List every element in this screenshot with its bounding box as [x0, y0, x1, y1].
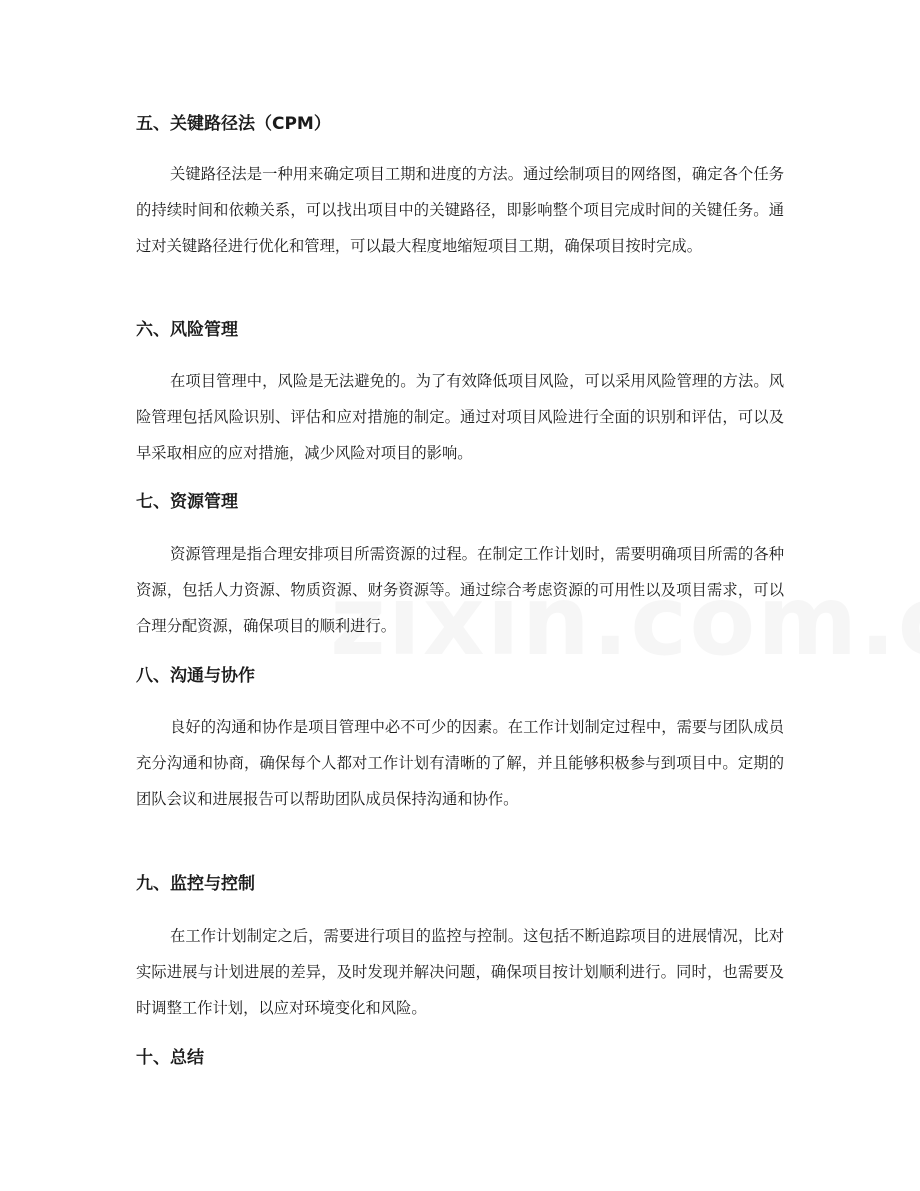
section-heading-risk-management: 六、风险管理	[136, 320, 238, 340]
section-body-communication: 良好的沟通和协作是项目管理中必不可少的因素。在工作计划制定过程中，需要与团队成员充分沟通和协商，确保每个人都对工作计划有清晰的了解，并且能够积极参与到项目中。定期的团队会议和进展报告可以帮助团队成员保持沟通和协作。	[136, 718, 784, 808]
section-heading-resource-management: 七、资源管理	[136, 492, 238, 512]
section-body-resource-management: 资源管理是指合理安排项目所需资源的过程。在制定工作计划时，需要明确项目所需的各种资源，包括人力资源、物质资源、财务资源等。通过综合考虑资源的可用性以及项目需求，可以合理分配资源，确保项目的顺利进行。	[136, 545, 784, 635]
section-heading-summary: 十、总结	[136, 1048, 204, 1068]
section-heading-monitoring: 九、监控与控制	[136, 874, 255, 894]
section-body-monitoring: 在工作计划制定之后，需要进行项目的监控与控制。这包括不断追踪项目的进展情况，比对实际进展与计划进展的差异，及时发现并解决问题，确保项目按计划顺利进行。同时，也需要及时调整工作计划，以应对环境变化和风险。	[136, 927, 784, 1017]
section-heading-communication: 八、沟通与协作	[136, 666, 255, 686]
section-body-cpm: 关键路径法是一种用来确定项目工期和进度的方法。通过绘制项目的网络图，确定各个任务的持续时间和依赖关系，可以找出项目中的关键路径，即影响整个项目完成时间的关键任务。通过对关键路径进行优化和管理，可以最大程度地缩短项目工期，确保项目按时完成。	[136, 165, 784, 255]
section-heading-cpm: 五、关键路径法（CPM）	[136, 114, 331, 134]
section-body-risk-management: 在项目管理中，风险是无法避免的。为了有效降低项目风险，可以采用风险管理的方法。风险管理包括风险识别、评估和应对措施的制定。通过对项目风险进行全面的识别和评估，可以及早采取相应的应对措施，减少风险对项目的影响。	[136, 372, 784, 462]
